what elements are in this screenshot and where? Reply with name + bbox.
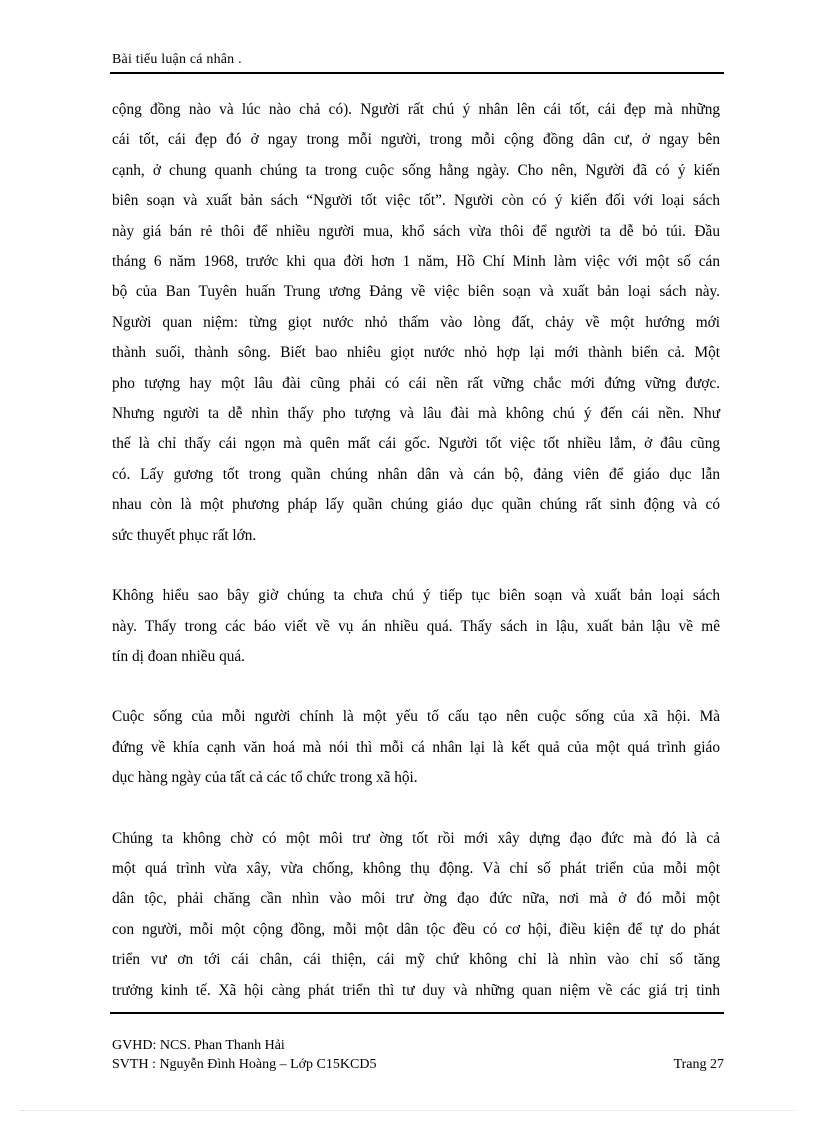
text-line: cạnh, ở chung quanh chúng ta trong cuộc sống hằng ngày. Cho nên, Người đã có ý kiến [112, 161, 720, 179]
text-line: đứng về khía cạnh văn hoá mà nói thì mỗi cá nhân lại là kết quả của một quá trình giáo [112, 738, 720, 756]
header-rule [110, 72, 724, 74]
page-number: Trang 27 [673, 1057, 724, 1072]
footer-rule [110, 1012, 724, 1014]
text-line: có. Lấy gương tốt trong quần chúng nhân dân và cán bộ, đảng viên để giáo dục lẫn [112, 465, 720, 483]
text-line: biên soạn và xuất bản sách “Người tốt việc tốt”. Người còn có ý kiến đối với loại sách [112, 192, 720, 210]
text-line: cộng đồng nào và lúc nào chả có). Người rất chú ý nhân lên cái tốt, cái đẹp mà những [112, 101, 720, 118]
document-body [112, 95, 720, 1036]
paragraph-4 [112, 824, 720, 1006]
text-line: sức thuyết phục rất lớn. [112, 526, 257, 544]
text-line: này. Thấy trong các báo viết về vụ án nhiều quá. Thấy sách in lậu, xuất bản lậu về mê [112, 617, 720, 635]
text-line: dục hàng ngày của tất cả các tổ chức trong xã hội. [112, 769, 418, 787]
text-line: pho tượng hay một lâu đài cũng phải có cái nền rất vững chắc mới đứng vững được. [112, 374, 720, 392]
text-line: Nhưng người ta dễ nhìn thấy pho tượng và lâu đài mà không chú ý đến cái nền. Như [112, 405, 720, 423]
text-line: Chúng ta không chờ có một môi trư ờng tốt rồi mới xây dựng đạo đức mà đó là cả [112, 829, 720, 847]
text-line: con người, mỗi một cộng đồng, mỗi một dân tộc đều có cơ hội, điều kiện để tự do phát [112, 920, 720, 938]
text-line: tháng 6 năm 1968, trước khi qua đời hơn 1 năm, Hồ Chí Minh làm việc với một số cán [112, 253, 720, 271]
text-line: trưởng kinh tế. Xã hội càng phát triển thì tư duy và những quan niệm về các giá trị tinh [112, 981, 720, 999]
text-line: cái tốt, cái đẹp đó ở ngay trong mỗi người, trong mỗi cộng đồng dân cư, ở ngay bên [112, 131, 720, 149]
paragraph-1 [112, 95, 720, 551]
footer-student: SVTH : Nguyễn Đình Hoàng – Lớp C15KCD5 [112, 1057, 377, 1072]
text-line: bộ của Ban Tuyên huấn Trung ương Đảng về việc biên soạn và xuất bản loại sách này. [112, 283, 720, 301]
footer-supervisor: GVHD: NCS. Phan Thanh Hải [112, 1038, 285, 1053]
text-line: nhau còn là một phương pháp lấy quần chúng giáo dục quần chúng rất sinh động và có [112, 496, 720, 514]
text-line: Không hiểu sao bây giờ chúng ta chưa chú ý tiếp tục biên soạn và xuất bản loại sách [112, 587, 720, 605]
text-line: Người quan niệm: từng giọt nước nhỏ thấm vào lòng đất, chảy về một hướng mới [112, 313, 720, 331]
running-header: Bài tiểu luận cá nhân . [112, 52, 242, 67]
text-line: một quá trình vừa xây, vừa chống, không thụ động. Và chỉ số phát triển của mỗi một [112, 859, 720, 877]
text-line: dân tộc, phải chăng cần nhìn vào môi trư ờng đạo đức nữa, nơi mà ở đó mỗi một [112, 890, 720, 908]
page-footer [112, 1036, 724, 1074]
text-line: thế là chỉ thấy cái ngọn mà quên mất cái gốc. Người tốt việc tốt nhiều lắm, ở đâu cũng [112, 435, 720, 453]
paragraph-2 [112, 581, 720, 672]
page-edge-divider [20, 1110, 796, 1111]
text-line: tín dị đoan nhiều quá. [112, 647, 245, 665]
text-line: này giá bán rẻ thôi để nhiều người mua, khổ sách vừa thôi để người ta dễ bỏ túi. Đầu [112, 222, 720, 240]
text-line: thành suối, thành sông. Biết bao nhiêu giọt nước nhỏ hợp lại mới thành biển cả. Một [112, 344, 720, 362]
text-line: triển vư ơn tới cái chân, cái thiện, cái mỹ chứ không chỉ là nhìn vào chỉ số tăng [112, 951, 720, 969]
footer-row [112, 1055, 724, 1074]
paragraph-3 [112, 702, 720, 793]
text-line: Cuộc sống của mỗi người chính là một yếu tố cấu tạo nên cuộc sống của xã hội. Mà [112, 708, 720, 726]
